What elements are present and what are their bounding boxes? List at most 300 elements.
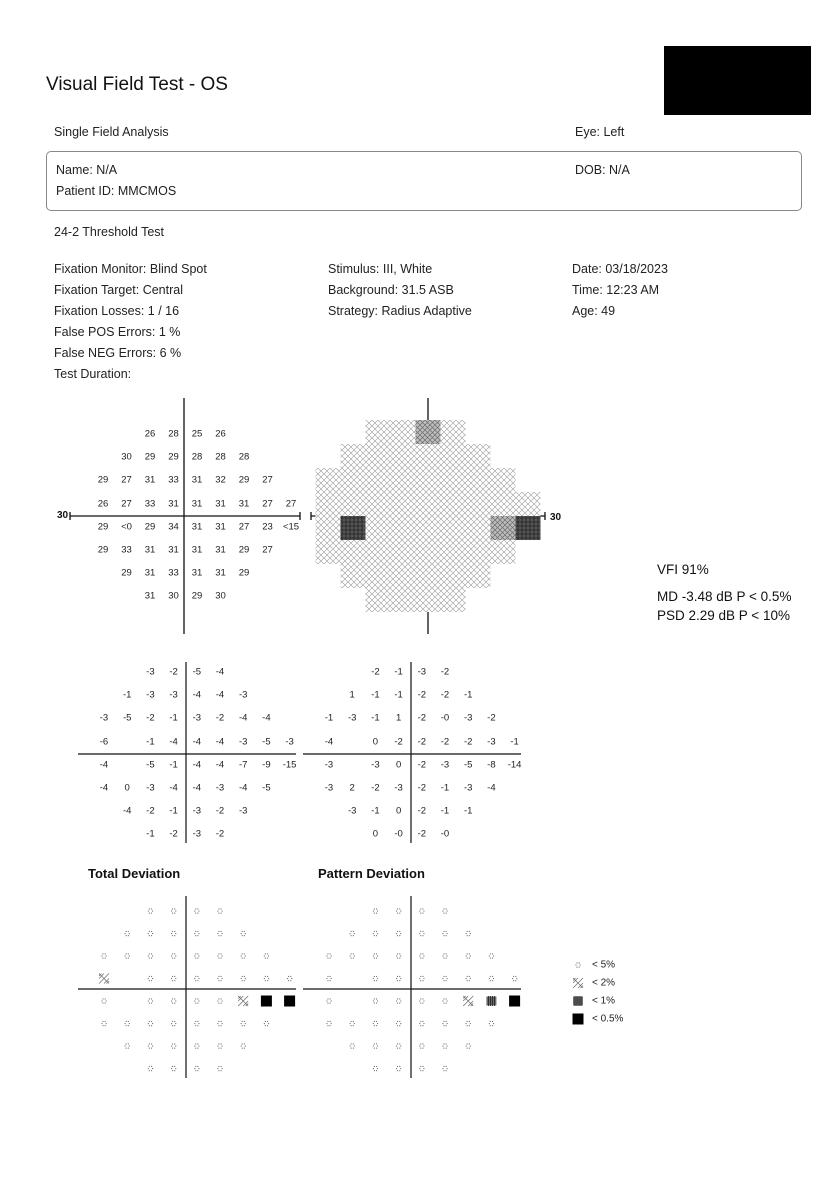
pattern-deviation-prob-symbol <box>396 1043 401 1048</box>
total-deviation-prob-symbol <box>241 1043 246 1048</box>
pattern-deviation-prob-symbol <box>466 976 471 981</box>
total-deviation-value: -4 <box>262 712 271 724</box>
pattern-deviation-value: 0 <box>395 805 402 817</box>
total-deviation-value: -5 <box>192 666 202 678</box>
pattern-deviation-value: -2 <box>417 689 427 701</box>
total-deviation-value: -1 <box>146 828 155 840</box>
pattern-deviation-prob-symbol <box>419 1043 424 1048</box>
threshold-value: 31 <box>168 498 179 510</box>
pattern-deviation-value: -2 <box>417 759 427 771</box>
total-deviation-value: -5 <box>146 759 155 771</box>
threshold-value: 31 <box>144 474 156 486</box>
pattern-deviation-prob-symbol <box>350 931 355 936</box>
total-deviation-prob-symbol <box>241 976 246 981</box>
total-deviation-value: -4 <box>192 689 202 701</box>
background: Background: 31.5 ASB <box>328 283 454 297</box>
total-deviation-prob-symbol <box>217 908 222 913</box>
pattern-deviation-prob-symbol <box>396 1021 401 1026</box>
threshold-value: 33 <box>121 544 132 556</box>
pattern-deviation-value: -1 <box>463 689 473 701</box>
pattern-deviation-value: -2 <box>417 828 427 840</box>
pattern-deviation-value: -3 <box>440 759 450 771</box>
pattern-deviation-value: -2 <box>371 666 380 678</box>
pattern-deviation-value: -2 <box>440 689 450 701</box>
threshold-value: 29 <box>97 544 109 556</box>
threshold-value: 30 <box>121 451 132 463</box>
legend-item <box>571 958 615 972</box>
threshold-value: 31 <box>215 544 226 556</box>
total-deviation-value: -2 <box>215 828 225 840</box>
pattern-deviation-value: -1 <box>463 805 473 817</box>
pattern-deviation-prob-symbol <box>396 998 401 1003</box>
total-deviation-prob-symbol <box>284 996 295 1007</box>
total-deviation-value: -4 <box>192 759 202 771</box>
total-deviation-prob-symbol <box>287 976 292 981</box>
total-deviation-prob-symbol <box>148 953 153 958</box>
pattern-deviation-value: -4 <box>324 736 334 748</box>
stimulus: Stimulus: III, White <box>328 262 433 276</box>
total-deviation-value: -3 <box>238 736 248 748</box>
total-deviation-value: -3 <box>192 712 202 724</box>
threshold-value: 31 <box>238 498 250 510</box>
pattern-deviation-value: 0 <box>372 828 379 840</box>
analysis-type: Single Field Analysis <box>54 125 169 139</box>
pattern-deviation-prob-symbol <box>350 1021 355 1026</box>
eye-label: Eye: Left <box>575 125 625 139</box>
pattern-deviation-prob-symbol <box>373 1066 378 1071</box>
legend-symbol-icon <box>571 994 585 1008</box>
total-deviation-prob-symbol <box>194 976 199 981</box>
pattern-deviation-value: -14 <box>507 759 522 771</box>
pattern-deviation-prob-symbol <box>442 1066 447 1071</box>
legend-symbol-icon <box>571 1012 585 1026</box>
threshold-value: 29 <box>238 567 250 579</box>
pattern-deviation-prob-symbol <box>442 908 447 913</box>
pattern-deviation-prob-symbol <box>466 1021 471 1026</box>
threshold-value: 31 <box>215 498 226 510</box>
total-deviation-value: -5 <box>122 712 132 724</box>
total-deviation-value: -4 <box>238 712 248 724</box>
md-index: MD -3.48 dB P < 0.5% <box>657 589 792 604</box>
threshold-value: 26 <box>215 428 226 440</box>
total-deviation-title: Total Deviation <box>88 866 181 881</box>
total-deviation-value: -4 <box>169 736 178 748</box>
total-deviation-value: -1 <box>169 712 178 724</box>
pattern-deviation-prob-symbol <box>489 953 494 958</box>
total-deviation-prob-symbol <box>217 931 222 936</box>
pattern-deviation-value: -3 <box>324 782 334 794</box>
pattern-deviation-value: -0 <box>440 712 450 724</box>
total-deviation-prob-symbol <box>125 931 130 936</box>
legend-label: < 1% <box>592 995 616 1007</box>
pattern-deviation-value: -0 <box>440 828 450 840</box>
pattern-deviation-value: -2 <box>417 736 427 748</box>
patient-id: Patient ID: MMCMOS <box>56 184 177 198</box>
threshold-value: 29 <box>238 544 250 556</box>
threshold-value: 30 <box>215 590 226 602</box>
threshold-value: <0 <box>121 521 132 533</box>
threshold-value: 30 <box>168 590 179 602</box>
pattern-deviation-prob-symbol <box>419 998 424 1003</box>
threshold-value: 33 <box>144 498 156 510</box>
total-deviation-value: -1 <box>146 736 155 748</box>
threshold-value: 28 <box>238 451 250 463</box>
pattern-deviation-value: -2 <box>371 782 380 794</box>
pattern-deviation-value: 0 <box>395 759 402 771</box>
pattern-deviation-value: -3 <box>463 782 473 794</box>
total-deviation-prob-symbol <box>264 1021 269 1026</box>
threshold-value: 31 <box>191 498 203 510</box>
pattern-deviation-prob-symbol <box>419 953 424 958</box>
legend-item <box>571 976 615 990</box>
pattern-deviation-prob-symbol <box>373 1043 378 1048</box>
threshold-value: 31 <box>144 567 156 579</box>
pattern-deviation-value: -1 <box>371 712 380 724</box>
pattern-deviation-value: -0 <box>394 828 403 840</box>
threshold-value: 31 <box>191 474 203 486</box>
total-deviation-prob-symbol <box>171 976 176 981</box>
threshold-value: 31 <box>168 544 179 556</box>
total-deviation-value: -4 <box>215 759 225 771</box>
total-deviation-value: -4 <box>192 782 202 794</box>
threshold-value: <15 <box>282 521 300 533</box>
pattern-deviation-value: -1 <box>440 805 450 817</box>
total-deviation-prob-symbol <box>217 1043 222 1048</box>
pattern-deviation-prob-symbol <box>466 931 471 936</box>
total-deviation-prob-symbol <box>125 953 130 958</box>
pattern-deviation-prob-symbol <box>373 953 378 958</box>
total-deviation-prob-symbol <box>194 1043 199 1048</box>
fixation-losses: Fixation Losses: 1 / 16 <box>54 304 180 318</box>
strategy: Strategy: Radius Adaptive <box>328 304 472 318</box>
fixation-monitor: Fixation Monitor: Blind Spot <box>54 262 207 276</box>
false-neg-errors: False NEG Errors: 6 % <box>54 346 182 360</box>
patient-name: Name: N/A <box>56 163 118 177</box>
pattern-deviation-value: -3 <box>417 666 427 678</box>
total-deviation-prob-symbol <box>148 908 153 913</box>
pattern-deviation-prob-symbol <box>489 1021 494 1026</box>
threshold-value: 26 <box>97 498 109 510</box>
threshold-value: 31 <box>191 521 203 533</box>
pattern-deviation-value: -2 <box>440 736 450 748</box>
total-deviation-prob-symbol <box>194 1021 199 1026</box>
threshold-value: 27 <box>262 544 273 556</box>
total-deviation-prob-symbol <box>194 998 199 1003</box>
test-program: 24-2 Threshold Test <box>54 225 165 239</box>
threshold-value: 27 <box>238 521 250 533</box>
total-deviation-value: -3 <box>146 782 155 794</box>
total-deviation-prob-symbol <box>171 998 176 1003</box>
threshold-value: 27 <box>121 498 132 510</box>
psd-index: PSD 2.29 dB P < 10% <box>657 608 790 623</box>
pattern-deviation-prob-symbol <box>326 976 331 981</box>
total-deviation-value: -2 <box>169 828 178 840</box>
threshold-value: 31 <box>144 544 156 556</box>
pattern-deviation-prob-symbol <box>512 976 517 981</box>
pattern-deviation-prob-symbol <box>463 996 473 1006</box>
pattern-deviation-value: -3 <box>347 712 357 724</box>
threshold-value: 28 <box>168 428 179 440</box>
total-deviation-value: -5 <box>262 782 271 794</box>
pattern-deviation-prob-symbol <box>489 976 494 981</box>
threshold-value: 27 <box>262 474 273 486</box>
total-deviation-value: 0 <box>124 782 130 794</box>
threshold-value: 29 <box>144 521 156 533</box>
total-deviation-prob-symbol <box>148 1021 153 1026</box>
false-pos-errors: False POS Errors: 1 % <box>54 325 181 339</box>
page-title: Visual Field Test - OS <box>46 74 228 95</box>
total-deviation-value: -4 <box>99 782 109 794</box>
pattern-deviation-prob-symbol <box>442 931 447 936</box>
threshold-value: 28 <box>215 451 226 463</box>
total-deviation-prob-symbol <box>125 1021 130 1026</box>
pattern-deviation-value: 1 <box>349 689 355 701</box>
threshold-value: 29 <box>191 590 203 602</box>
total-deviation-prob-symbol <box>261 996 272 1007</box>
total-deviation-prob-symbol <box>194 1066 199 1071</box>
total-deviation-value: -3 <box>192 828 202 840</box>
pattern-deviation-value: -1 <box>371 805 380 817</box>
total-deviation-prob-symbol <box>217 1066 222 1071</box>
total-deviation-value: -3 <box>169 689 178 701</box>
threshold-axis-label-left: 30 <box>57 510 69 521</box>
pattern-deviation-value: 0 <box>372 736 379 748</box>
total-deviation-value: -4 <box>192 736 202 748</box>
total-deviation-value: -4 <box>238 782 248 794</box>
pattern-deviation-value: -2 <box>463 736 473 748</box>
total-deviation-prob-symbol <box>101 1021 106 1026</box>
pattern-deviation-value: -2 <box>487 712 496 724</box>
threshold-value: 31 <box>215 521 226 533</box>
pattern-deviation-prob-symbol <box>419 1066 424 1071</box>
pattern-deviation-value: -5 <box>463 759 473 771</box>
pattern-deviation-value: -1 <box>394 666 403 678</box>
pattern-deviation-prob-symbol <box>396 1066 401 1071</box>
total-deviation-value: -3 <box>99 712 109 724</box>
total-deviation-value: -2 <box>215 712 225 724</box>
pattern-deviation-prob-symbol <box>396 953 401 958</box>
threshold-value: 27 <box>285 498 297 510</box>
threshold-value: 33 <box>168 474 179 486</box>
pattern-deviation-prob-symbol <box>326 1021 331 1026</box>
test-duration: Test Duration: <box>54 367 132 381</box>
pattern-deviation-prob-symbol <box>442 953 447 958</box>
total-deviation-value: -9 <box>262 759 271 771</box>
pattern-deviation-value: -1 <box>324 712 334 724</box>
threshold-value: 29 <box>168 451 179 463</box>
test-date: Date: 03/18/2023 <box>572 262 668 276</box>
threshold-value: 31 <box>144 590 156 602</box>
pattern-deviation-prob-symbol <box>509 996 520 1007</box>
total-deviation-value: -2 <box>146 805 155 817</box>
total-deviation-prob-symbol <box>241 931 246 936</box>
pattern-deviation-prob-symbol <box>419 908 424 913</box>
total-deviation-value: -2 <box>215 805 225 817</box>
total-deviation-prob-symbol <box>148 1043 153 1048</box>
total-deviation-value: -1 <box>122 689 132 701</box>
threshold-value: 29 <box>121 567 132 579</box>
threshold-value: 28 <box>191 451 203 463</box>
total-deviation-value: -6 <box>99 736 109 748</box>
pattern-deviation-value: -1 <box>394 689 403 701</box>
pattern-deviation-prob-symbol <box>373 931 378 936</box>
threshold-value: 29 <box>144 451 156 463</box>
pattern-deviation-prob-symbol <box>419 976 424 981</box>
total-deviation-value: -5 <box>262 736 271 748</box>
pattern-deviation-value: -3 <box>463 712 473 724</box>
total-deviation-prob-symbol <box>171 1021 176 1026</box>
legend-item <box>571 1012 623 1026</box>
pattern-deviation-value: -3 <box>347 805 357 817</box>
pattern-deviation-prob-symbol <box>442 998 447 1003</box>
threshold-value: 29 <box>238 474 250 486</box>
total-deviation-prob-symbol <box>99 974 109 984</box>
total-deviation-value: -3 <box>238 805 248 817</box>
total-deviation-value: -4 <box>215 736 225 748</box>
pattern-deviation-prob-symbol <box>350 953 355 958</box>
total-deviation-prob-symbol <box>194 953 199 958</box>
pattern-deviation-prob-symbol <box>373 998 378 1003</box>
pattern-deviation-prob-symbol <box>396 931 401 936</box>
total-deviation-value: -3 <box>238 689 248 701</box>
threshold-value: 27 <box>121 474 132 486</box>
legend-label: < 2% <box>592 977 616 989</box>
pattern-deviation-value: -3 <box>324 759 334 771</box>
vfi-index: VFI 91% <box>657 562 709 577</box>
total-deviation-prob-symbol <box>171 953 176 958</box>
patient-dob: DOB: N/A <box>575 163 630 177</box>
total-deviation-prob-symbol <box>171 908 176 913</box>
total-deviation-prob-symbol <box>194 931 199 936</box>
total-deviation-value: -2 <box>169 666 178 678</box>
pattern-deviation-value: 2 <box>349 782 355 794</box>
pattern-deviation-prob-symbol <box>326 998 331 1003</box>
total-deviation-prob-symbol <box>241 1021 246 1026</box>
pattern-deviation-value: 1 <box>395 712 402 724</box>
total-deviation-value: -4 <box>169 782 178 794</box>
threshold-value: 26 <box>144 428 156 440</box>
total-deviation-value: -4 <box>99 759 109 771</box>
total-deviation-value: -2 <box>146 712 155 724</box>
total-deviation-prob-symbol <box>148 1066 153 1071</box>
total-deviation-prob-symbol <box>238 996 248 1006</box>
pattern-deviation-prob-symbol <box>373 908 378 913</box>
pattern-deviation-value: -4 <box>487 782 496 794</box>
total-deviation-prob-symbol <box>171 931 176 936</box>
total-deviation-prob-symbol <box>171 1043 176 1048</box>
total-deviation-prob-symbol <box>241 953 246 958</box>
pattern-deviation-prob-symbol <box>396 976 401 981</box>
threshold-value: 29 <box>97 521 109 533</box>
pattern-deviation-value: -3 <box>394 782 403 794</box>
threshold-value: 31 <box>215 567 226 579</box>
pattern-deviation-prob-symbol <box>373 976 378 981</box>
total-deviation-value: -3 <box>146 666 155 678</box>
total-deviation-value: -1 <box>169 805 178 817</box>
pattern-deviation-prob-symbol <box>442 1021 447 1026</box>
threshold-value: 27 <box>262 498 273 510</box>
total-deviation-prob-symbol <box>217 1021 222 1026</box>
grayscale-axis-label-right: 30 <box>550 512 562 523</box>
total-deviation-value: -4 <box>215 689 225 701</box>
pattern-deviation-prob-symbol <box>396 908 401 913</box>
total-deviation-value: -7 <box>238 759 248 771</box>
pattern-deviation-value: -8 <box>487 759 496 771</box>
legend-item <box>571 994 615 1008</box>
total-deviation-prob-symbol <box>101 953 106 958</box>
total-deviation-prob-symbol <box>148 931 153 936</box>
total-deviation-prob-symbol <box>264 953 269 958</box>
total-deviation-value: -3 <box>215 782 225 794</box>
legend-symbol-icon <box>571 976 585 990</box>
pattern-deviation-prob-symbol <box>442 976 447 981</box>
pattern-deviation-prob-symbol <box>466 953 471 958</box>
total-deviation-prob-symbol <box>217 998 222 1003</box>
pattern-deviation-prob-symbol <box>373 1021 378 1026</box>
pattern-deviation-value: -1 <box>440 782 450 794</box>
fixation-target: Fixation Target: Central <box>54 283 183 297</box>
pattern-deviation-value: -3 <box>371 759 380 771</box>
total-deviation-prob-symbol <box>101 998 106 1003</box>
pattern-deviation-value: -1 <box>510 736 519 748</box>
legend-label: < 0.5% <box>592 1013 624 1025</box>
total-deviation-value: -3 <box>146 689 155 701</box>
pattern-deviation-prob-symbol <box>350 1043 355 1048</box>
legend-label: < 5% <box>592 959 616 971</box>
total-deviation-prob-symbol <box>171 1066 176 1071</box>
pattern-deviation-prob-symbol <box>442 1043 447 1048</box>
total-deviation-prob-symbol <box>148 976 153 981</box>
pattern-deviation-prob-symbol <box>486 996 496 1006</box>
pattern-deviation-title: Pattern Deviation <box>318 866 425 881</box>
threshold-value: 34 <box>168 521 179 533</box>
patient-age: Age: 49 <box>572 304 616 318</box>
threshold-value: 23 <box>262 521 273 533</box>
total-deviation-value: -1 <box>169 759 178 771</box>
pattern-deviation-value: -2 <box>417 782 427 794</box>
pattern-deviation-prob-symbol <box>419 1021 424 1026</box>
total-deviation-prob-symbol <box>217 976 222 981</box>
total-deviation-prob-symbol <box>264 976 269 981</box>
threshold-value: 25 <box>191 428 203 440</box>
pattern-deviation-value: -2 <box>440 666 450 678</box>
pattern-deviation-value: -1 <box>371 689 380 701</box>
total-deviation-value: -3 <box>192 805 202 817</box>
threshold-value: 33 <box>168 567 179 579</box>
total-deviation-prob-symbol <box>125 1043 130 1048</box>
threshold-value: 31 <box>191 567 203 579</box>
total-deviation-value: -3 <box>285 736 294 748</box>
total-deviation-prob-symbol <box>194 908 199 913</box>
total-deviation-prob-symbol <box>217 953 222 958</box>
pattern-deviation-value: -2 <box>417 712 427 724</box>
pattern-deviation-value: -3 <box>487 736 496 748</box>
pattern-deviation-prob-symbol <box>326 953 331 958</box>
threshold-value: 29 <box>97 474 109 486</box>
test-time: Time: 12:23 AM <box>572 283 660 297</box>
legend-symbol-icon <box>571 958 585 972</box>
pattern-deviation-value: -2 <box>417 805 427 817</box>
total-deviation-value: -4 <box>122 805 132 817</box>
total-deviation-value: -15 <box>282 759 297 771</box>
threshold-value: 31 <box>191 544 203 556</box>
pattern-deviation-prob-symbol <box>419 931 424 936</box>
threshold-value: 32 <box>215 474 226 486</box>
pattern-deviation-prob-symbol <box>466 1043 471 1048</box>
total-deviation-value: -4 <box>215 666 225 678</box>
total-deviation-prob-symbol <box>148 998 153 1003</box>
pattern-deviation-value: -2 <box>394 736 403 748</box>
